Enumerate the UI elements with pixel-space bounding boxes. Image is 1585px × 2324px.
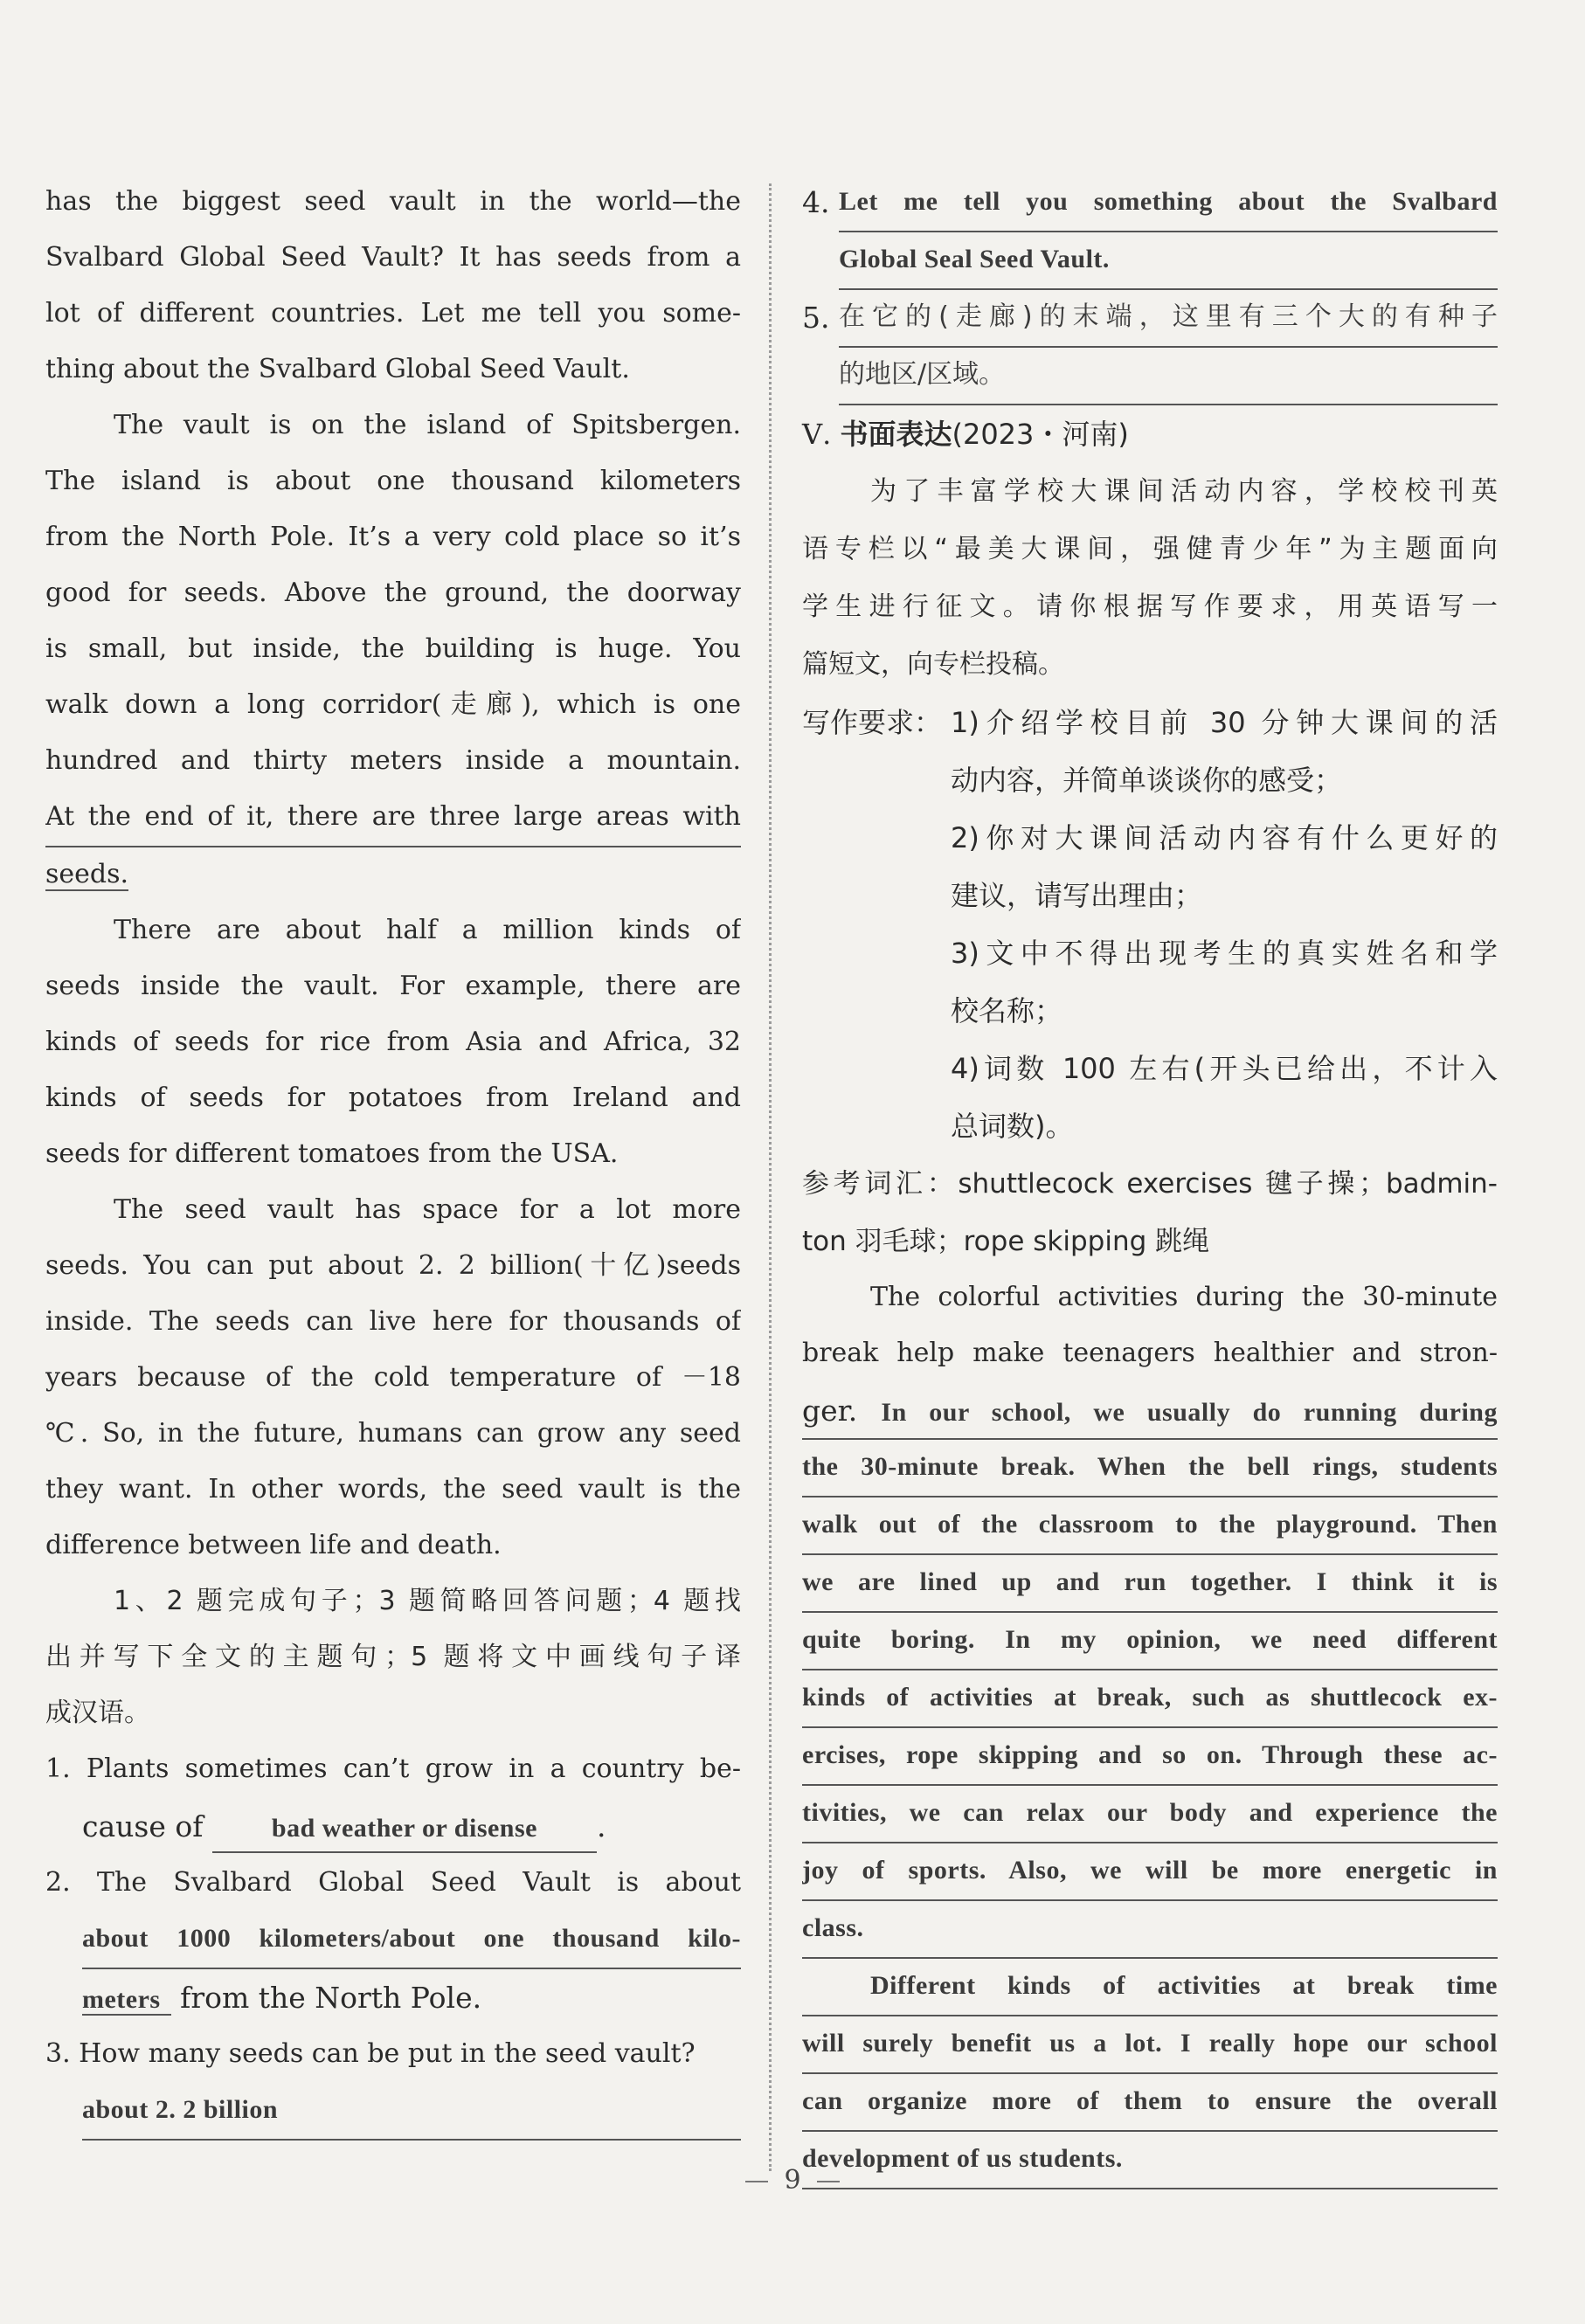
instruction-line: 成汉语。	[45, 1698, 150, 1728]
question-blank-line: meters from the North Pole.	[82, 1981, 482, 2015]
text-line: thing about the Svalbard Global Seed Vault.	[45, 354, 630, 384]
passage-paragraph-3	[45, 903, 741, 1183]
text-line: they want. In other words, the seed vault is the	[45, 1474, 741, 1504]
requirements-label: 写作要求：	[802, 706, 943, 739]
requirement-line: 3)文中不得出现考生的真实姓名和学	[951, 937, 1498, 970]
essay-answer-line[interactable]: Different kinds of activities at break time	[802, 1959, 1498, 2016]
answer-blank[interactable]: about 2. 2 billion	[82, 2083, 741, 2141]
question-1	[45, 1742, 741, 1856]
requirement-line: 校名称；	[951, 994, 1063, 1027]
writing-requirements	[802, 694, 1498, 1155]
question-text: 3. How many seeds can be put in the seed vault?	[45, 2038, 696, 2069]
requirement-line: 动内容，并简单谈谈你的感受；	[951, 764, 1343, 797]
text-line: hundred and thirty meters inside a mountain.	[45, 745, 741, 776]
question-4	[802, 175, 1498, 290]
passage-paragraph-2	[45, 398, 741, 903]
essay-given-line: break help make teenagers healthier and stron-	[802, 1338, 1498, 1368]
answer-blank[interactable]: Global Seal Seed Vault.	[839, 232, 1498, 290]
underlined-sentence: At the end of it, there are three large areas with	[45, 790, 741, 847]
prompt-line: 语专栏以“最美大课间，强健青少年”为主题面向	[802, 534, 1498, 564]
essay-answer-line[interactable]: development of us students.	[802, 2132, 1498, 2189]
text-line: There are about half a million kinds of	[114, 915, 741, 945]
requirement-line: 2)你对大课间活动内容有什么更好的	[951, 821, 1498, 854]
page-number: 9	[0, 2165, 1585, 2196]
requirement-line: 总词数)。	[951, 1110, 1074, 1143]
column-divider	[769, 183, 772, 2171]
answer-blank[interactable]: meters	[82, 1985, 171, 2016]
text-line: years because of the cold temperature of －18	[45, 1362, 741, 1393]
text-line: ℃. So, in the future, humans can grow any seed	[45, 1418, 741, 1449]
text-line: The vault is on the island of Spitsbergen.	[114, 410, 741, 440]
right-column	[802, 175, 1498, 2189]
text-line: seeds for different tomatoes from the USA.	[45, 1138, 619, 1169]
question-2	[45, 1856, 741, 2027]
question-number: 4.	[802, 185, 830, 219]
text-line: seeds. You can put about 2. 2 billion(十亿)seeds	[45, 1250, 741, 1281]
left-column	[45, 175, 741, 2141]
requirement-line: 4)词数 100 左右(开头已给出，不计入	[951, 1052, 1498, 1085]
text-line: kinds of seeds for rice from Asia and Africa, 32	[45, 1027, 741, 1057]
essay	[802, 1270, 1498, 2189]
essay-answer-line[interactable]: tivities, we can relax our body and experience the	[802, 1786, 1498, 1843]
prompt-line: 学生进行征文。请你根据写作要求，用英语写一	[802, 591, 1498, 622]
essay-answer-line[interactable]: kinds of activities at break, such as shuttlecock ex-	[802, 1670, 1498, 1728]
instruction-line: 1、2 题完成句子；3 题简略回答问题；4 题找	[114, 1586, 741, 1616]
dash-right	[817, 2181, 840, 2182]
text-line: from the North Pole. It’s a very cold place so it’s	[45, 522, 741, 552]
essay-answer-line[interactable]: quite boring. In my opinion, we need different	[802, 1613, 1498, 1670]
essay-answer-line[interactable]: can organize more of them to ensure the overall	[802, 2074, 1498, 2132]
vocab-line: ton 羽毛球；rope skipping 跳绳	[802, 1226, 1210, 1257]
text-line: The island is about one thousand kilometers	[45, 466, 741, 496]
text-line: has the biggest seed vault in the world—the	[45, 186, 741, 217]
text-line: difference between life and death.	[45, 1530, 502, 1560]
vocab-line: 参考词汇：shuttlecock exercises 毽子操；badmin-	[802, 1168, 1498, 1200]
text-line: inside. The seeds can live here for thousands of	[45, 1306, 741, 1337]
section-title: 书面表达	[840, 418, 952, 451]
question-text: 2. The Svalbard Global Seed Vault is about	[45, 1867, 741, 1898]
reference-vocabulary	[802, 1155, 1498, 1270]
passage-paragraph-1	[45, 175, 741, 398]
answer-blank[interactable]: 在它的(走廊)的末端，这里有三个大的有种子	[839, 290, 1498, 348]
essay-answer-line[interactable]: ercises, rope skipping and so on. Through these ac-	[802, 1728, 1498, 1786]
writing-prompt	[802, 463, 1498, 694]
question-blank-line: cause of bad weather or disense .	[45, 1798, 741, 1856]
instruction-line: 出并写下全文的主题句；5 题将文中画线句子译	[45, 1642, 741, 1672]
dash-left	[745, 2181, 768, 2182]
essay-answer-line[interactable]: we are lined up and run together. I think it is	[802, 1555, 1498, 1613]
essay-answer-line[interactable]: walk out of the classroom to the playground. Then	[802, 1497, 1498, 1555]
text-line: walk down a long corridor(走廊), which is one	[45, 689, 741, 720]
underlined-sentence-end: seeds.	[45, 859, 129, 889]
text-line: good for seeds. Above the ground, the doorway	[45, 578, 741, 608]
text-line: The seed vault has space for a lot more	[114, 1194, 741, 1225]
essay-answer-line[interactable]: class.	[802, 1901, 1498, 1959]
prompt-line: 篇短文，向专栏投稿。	[802, 649, 1064, 680]
text-line: is small, but inside, the building is huge. You	[45, 633, 741, 664]
prompt-line: 为了丰富学校大课间活动内容，学校校刊英	[870, 476, 1498, 507]
question-3	[45, 2027, 741, 2141]
passage-paragraph-4	[45, 1183, 741, 1574]
requirement-line: 建议，请写出理由；	[951, 879, 1203, 912]
question-5	[802, 290, 1498, 405]
answer-blank[interactable]: about 1000 kilometers/about one thousand kilo-	[82, 1912, 741, 1969]
essay-answer-line[interactable]: ger. In our school, we usually do running during	[802, 1382, 1498, 1440]
answer-blank[interactable]: bad weather or disense	[212, 1806, 597, 1853]
requirement-line: 1)介绍学校目前 30 分钟大课间的活	[951, 706, 1498, 739]
section-source: (2023・河南)	[952, 418, 1129, 451]
essay-answer-line[interactable]: the 30-minute break. When the bell rings, students	[802, 1440, 1498, 1497]
text-line: seeds inside the vault. For example, there are	[45, 971, 741, 1001]
text-line: lot of different countries. Let me tell you some-	[45, 298, 741, 329]
essay-answer-line[interactable]: joy of sports. Also, we will be more energetic in	[802, 1843, 1498, 1901]
text-line: kinds of seeds for potatoes from Ireland and	[45, 1082, 741, 1113]
answer-blank[interactable]: 的地区/区域。	[839, 348, 1498, 405]
answer-blank[interactable]: Let me tell you something about the Svalbard	[839, 175, 1498, 232]
essay-answer-line[interactable]: will surely benefit us a lot. I really hope our school	[802, 2016, 1498, 2074]
question-number: 5.	[802, 301, 830, 335]
task-instructions	[45, 1574, 741, 1742]
question-text: 1. Plants sometimes can’t grow in a country be-	[45, 1753, 741, 1784]
text-line: Svalbard Global Seed Vault? It has seeds from a	[45, 242, 741, 273]
essay-given-line: The colorful activities during the 30-minute	[870, 1282, 1498, 1312]
section-heading: Ⅴ. 书面表达(2023・河南)	[802, 418, 1129, 451]
